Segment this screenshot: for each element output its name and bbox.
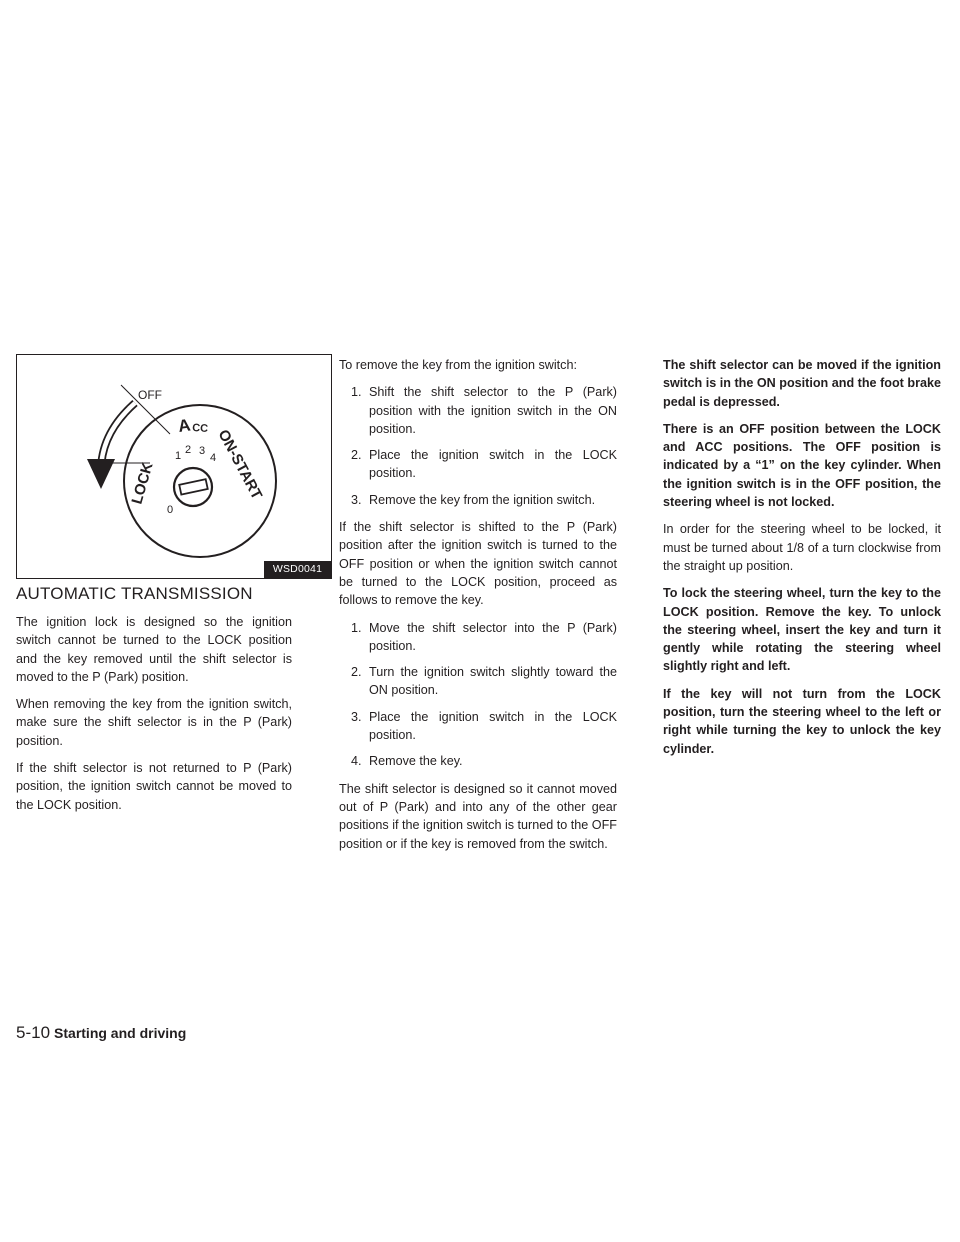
acc-label-a: A (176, 415, 192, 436)
intro-paragraph: To remove the key from the ignition switch: (339, 358, 577, 372)
ignition-switch-figure (16, 354, 332, 579)
key-slot (179, 479, 207, 494)
list-item: 2. Place the ignition switch in the LOCK position. (351, 448, 617, 481)
list-item: 1. Move the shift selector into the P (Park) position. (351, 620, 617, 653)
steps-list-b (339, 619, 617, 771)
on-start-label: ON-START (214, 426, 266, 503)
ignition-switch-illustration (17, 355, 333, 580)
position-2-label: 2 (185, 444, 192, 456)
end-paragraph: The shift selector is designed so it cannot moved out of P (Park) and into any of the other gear positions if the ignition switch is turned to the OFF position or if the key is removed from the switch. (339, 781, 617, 851)
paragraph-3: If the shift selector is not returned to P (Park) position, the ignition switch cannot be moved to the LOCK position. (16, 761, 292, 812)
figure-code: WSD0041 (264, 561, 331, 578)
middle-paragraph: If the shift selector is shifted to the P (Park) position after the ignition switch is turned to the OFF position or when the ignition switch cannot be turned to the LOCK position, proceed as follows to remove the key. (339, 520, 617, 608)
rotation-arrow-head (87, 459, 115, 489)
paragraph-2: When removing the key from the ignition switch, make sure the shift selector is in the P (Park) position. (16, 697, 292, 748)
normal-paragraph: In order for the steering wheel to be locked, it must be turned about 1/8 of a turn clockwise from the straight up position. (663, 522, 941, 573)
position-4-label: 4 (210, 452, 217, 464)
section-title: Starting and driving (54, 1025, 187, 1041)
bold-paragraph-2: There is an OFF position between the LOCK and ACC positions. The OFF position is indicated by a “1” on the key cylinder. When the ignition switch is in the OFF position, the steering wheel is not locked. (663, 421, 941, 510)
bold-paragraph-4: If the key will not turn from the LOCK position, turn the steering wheel to the left or right while turning the key to unlock the key cylinder. (663, 686, 941, 756)
list-item: 4. Remove the key. (351, 754, 463, 769)
bold-paragraph-1: The shift selector can be moved if the ignition switch is in the ON position and the foot brake pedal is depressed. (663, 358, 941, 409)
off-label: OFF (138, 388, 162, 402)
position-3-label: 3 (199, 445, 206, 457)
position-0-label: 0 (167, 504, 174, 516)
list-item: 1. Shift the shift selector to the P (Park) position with the ignition switch in the ON position. (351, 385, 617, 436)
column-2 (339, 356, 617, 862)
position-1-label: 1 (175, 450, 182, 462)
section-heading: AUTOMATIC TRANSMISSION (16, 584, 253, 603)
list-item: 2. Turn the ignition switch slightly toward the ON position. (351, 665, 617, 698)
list-item: 3. Remove the key from the ignition switch. (351, 492, 596, 507)
list-item: 3. Place the ignition switch in the LOCK position. (351, 709, 617, 743)
column-3 (663, 356, 941, 767)
acc-label-cc: CC (191, 422, 209, 436)
page-footer (16, 1022, 186, 1044)
bold-paragraph-3: To lock the steering wheel, turn the key to the LOCK position. Remove the key. To unlock the steering wheel, insert the key and turn it gently while rotating the steering wheel slightly right and left. (663, 586, 941, 674)
lock-label: LOCK (128, 460, 157, 507)
paragraph-1: The ignition lock is designed so the ignition switch cannot be turned to the LOCK position and the key removed until the shift selector is moved to the P (Park) position. (16, 615, 292, 684)
steps-list-a (339, 383, 617, 509)
column-1 (16, 354, 323, 823)
page-number: 5-10 (16, 1023, 51, 1042)
